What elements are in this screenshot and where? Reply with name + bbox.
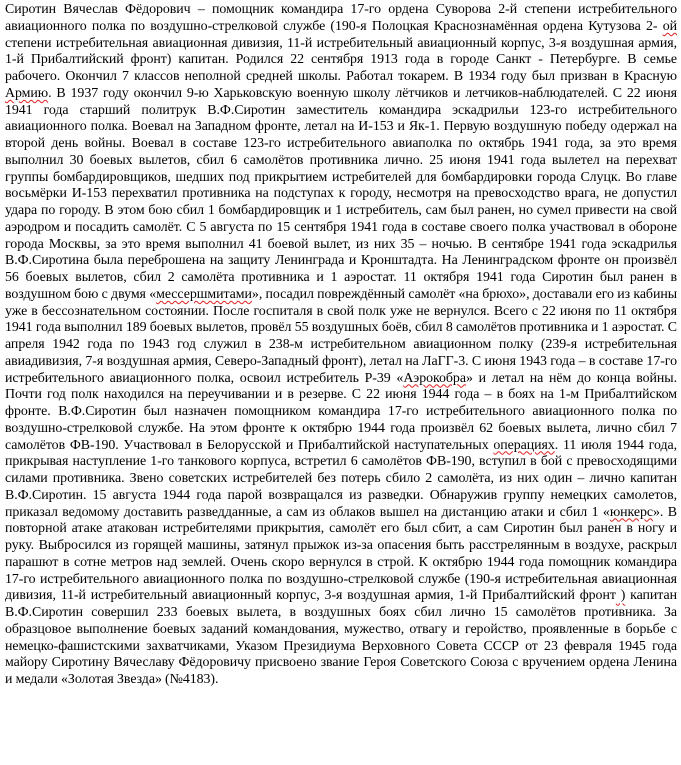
text-run: степени истребительная авиационная дивизия, 11-й истребительный авиационный корпус, 3-я воздушная армия, 1-й Прибалтийский фронт) капитан. Родился 22 сентября 1913 года в городе Санкт - Петербурге. В семье рабочего. Окончил 7 классов неполной средней школы. Работал токарем. В 1934 году был призван в Красную xyxy=(5,35,677,84)
spellcheck-flagged-word: Армию xyxy=(5,85,49,101)
spellcheck-flagged-spacing: ) xyxy=(615,588,626,604)
biography-paragraph xyxy=(5,2,677,689)
spellcheck-flagged-word: юнкерс xyxy=(609,504,654,520)
text-run: », посадил повреждённый самолёт «на брюхо», доставали его из кабины уже в бессознательном состоянии. После госпиталя в свой полк уже не вернулся. Всего с 22 июня по 11 октября 1941 года выполнил 189 боевых вылетов, провёл 55 воздушных боёв, сбил 8 самолётов противника и 1 аэростат. С апреля 1942 года по 1943 год служил в 238-м истребительном авиационном полку (239-я истребительная авиадивизия, 7-я воздушная армия, Северо-Западный фронт), летал на ЛаГГ-3. С июня 1943 года – в составе 17-го истребительного авиационного полка, освоил истребитель Р-39 « xyxy=(5,286,677,386)
spellcheck-flagged-word: операциях xyxy=(493,437,555,453)
text-run: . 11 июля 1944 года, прикрывая наступление 1-го танкового корпуса, встретил 6 самолётов ФВ-190, вступил в бой с превосходящими силами противника. Звено советских истребителей без потерь сбило 2 самолёта, из них один – лично капитан В.Ф.Сиротин. 15 августа 1944 года парой возвращался из разведки. Обнаружив группу немецких самолетов, приказал ведомому доставить разведданные, а сам из облаков вышел на дистанцию атаки и сбил 1 « xyxy=(5,437,678,520)
text-run: » и летал на нём до конца войны. Почти год полк находился на переучивании и в резерве. С 22 июня 1944 года – в боях на 1-м Прибалтийском фронте. В.Ф.Сиротин был назначен помощником командира 17-го истребительного авиационного полка по воздушно-стрелковой службе. На этом фронте к октябрю 1944 года произвёл 62 боевых вылета, лично сбил 7 самолётов ФВ-190. Участвовал в Белорусской и Прибалтийской наступательных xyxy=(5,370,677,453)
text-run: ». В повторной атаке атакован истребителями прикрытия, самолёт его был сбит, а сам Сиротин был ранен в ногу и руку. Выбросился из горящей машины, затянул прыжок из-за опасения быть расстрелянным в воздухе, раскрыл парашют в сотне метров над землей. Очень скоро вернулся в строй. К октябрю 1944 года помощник командира 17-го истребительного авиационного полка по воздушно-стрелковой службе (190-я истребительная авиационная дивизия, 11-й истребительный авиационный корпус, 3-я воздушная армия, 1-й Прибалтийский фронт xyxy=(5,504,677,604)
spellcheck-flagged-word: ой xyxy=(662,18,677,34)
text-run: капитан В.Ф.Сиротин совершил 233 боевых вылета, в воздушных боях сбил лично 15 самолётов противника. За образцовое выполнение боевых заданий командования, мужество, отвагу и геройство, проявленные в борьбе с немецко-фашистскими захватчиками, Указом Президиума Верховного Совета СССР от 23 февраля 1945 года майору Сиротину Вячеславу Фёдоровичу присвоено звание Героя Советского Союза с вручением ордена Ленина и медали «Золотая Звезда» (№4183). xyxy=(5,588,677,687)
spellcheck-flagged-word: мессершмитами xyxy=(156,286,252,302)
text-run: Сиротин Вячеслав Фёдорович – помощник командира 17-го ордена Суворова 2-й степени истребительного авиационного полка по воздушно-стрелковой службе (190-я Полоцкая Краснознамённая ордена Кутузова 2- xyxy=(5,2,677,34)
spellcheck-flagged-word: Аэрокобра xyxy=(403,370,466,386)
text-run: . В 1937 году окончил 9-ю Харьковскую военную школу лётчиков и летчиков-наблюдателей. С 22 июня 1941 года старший политрук В.Ф.Сиротин заместитель командира эскадрильи 123-го истребительного авиационного полка. Воевал на Западном фронте, летал на И-153 и Як-1. Первую воздушную победу одержал на второй день войны. Воевал в составе 123-го истребительного авиаполка по октябрь 1941 года, за это время выполнил 30 боевых вылетов, сбил 6 самолётов противника лично. 25 июня 1941 года вылетел на перехват группы бомбардировщиков, шедших под прикрытием истребителей для бомбардировки города Слуцк. Во главе восьмёрки И-153 перехватил противника на подступах к городу, несмотря на превосходство врага, не допустил удара по городу. В этом бою сбил 1 бомбардировщик и 1 истребитель, сам был ранен, но сумел привести на свой аэродром и посадить самолёт. С 5 августа по 15 сентября 1941 года в составе своего полка участвовал в обороне города Москвы, за это время выполнил 41 боевой вылет, из них 35 – ночью. В сентябре 1941 года эскадрилья В.Ф.Сиротина была переброшена на защиту Ленинграда и Кронштадта. На Ленинградском фронте он произвёл 56 боевых вылетов, сбил 2 самолёта противника и 1 аэростат. 11 октября 1941 года Сиротин был ранен в воздушном бою с двумя « xyxy=(5,85,677,302)
